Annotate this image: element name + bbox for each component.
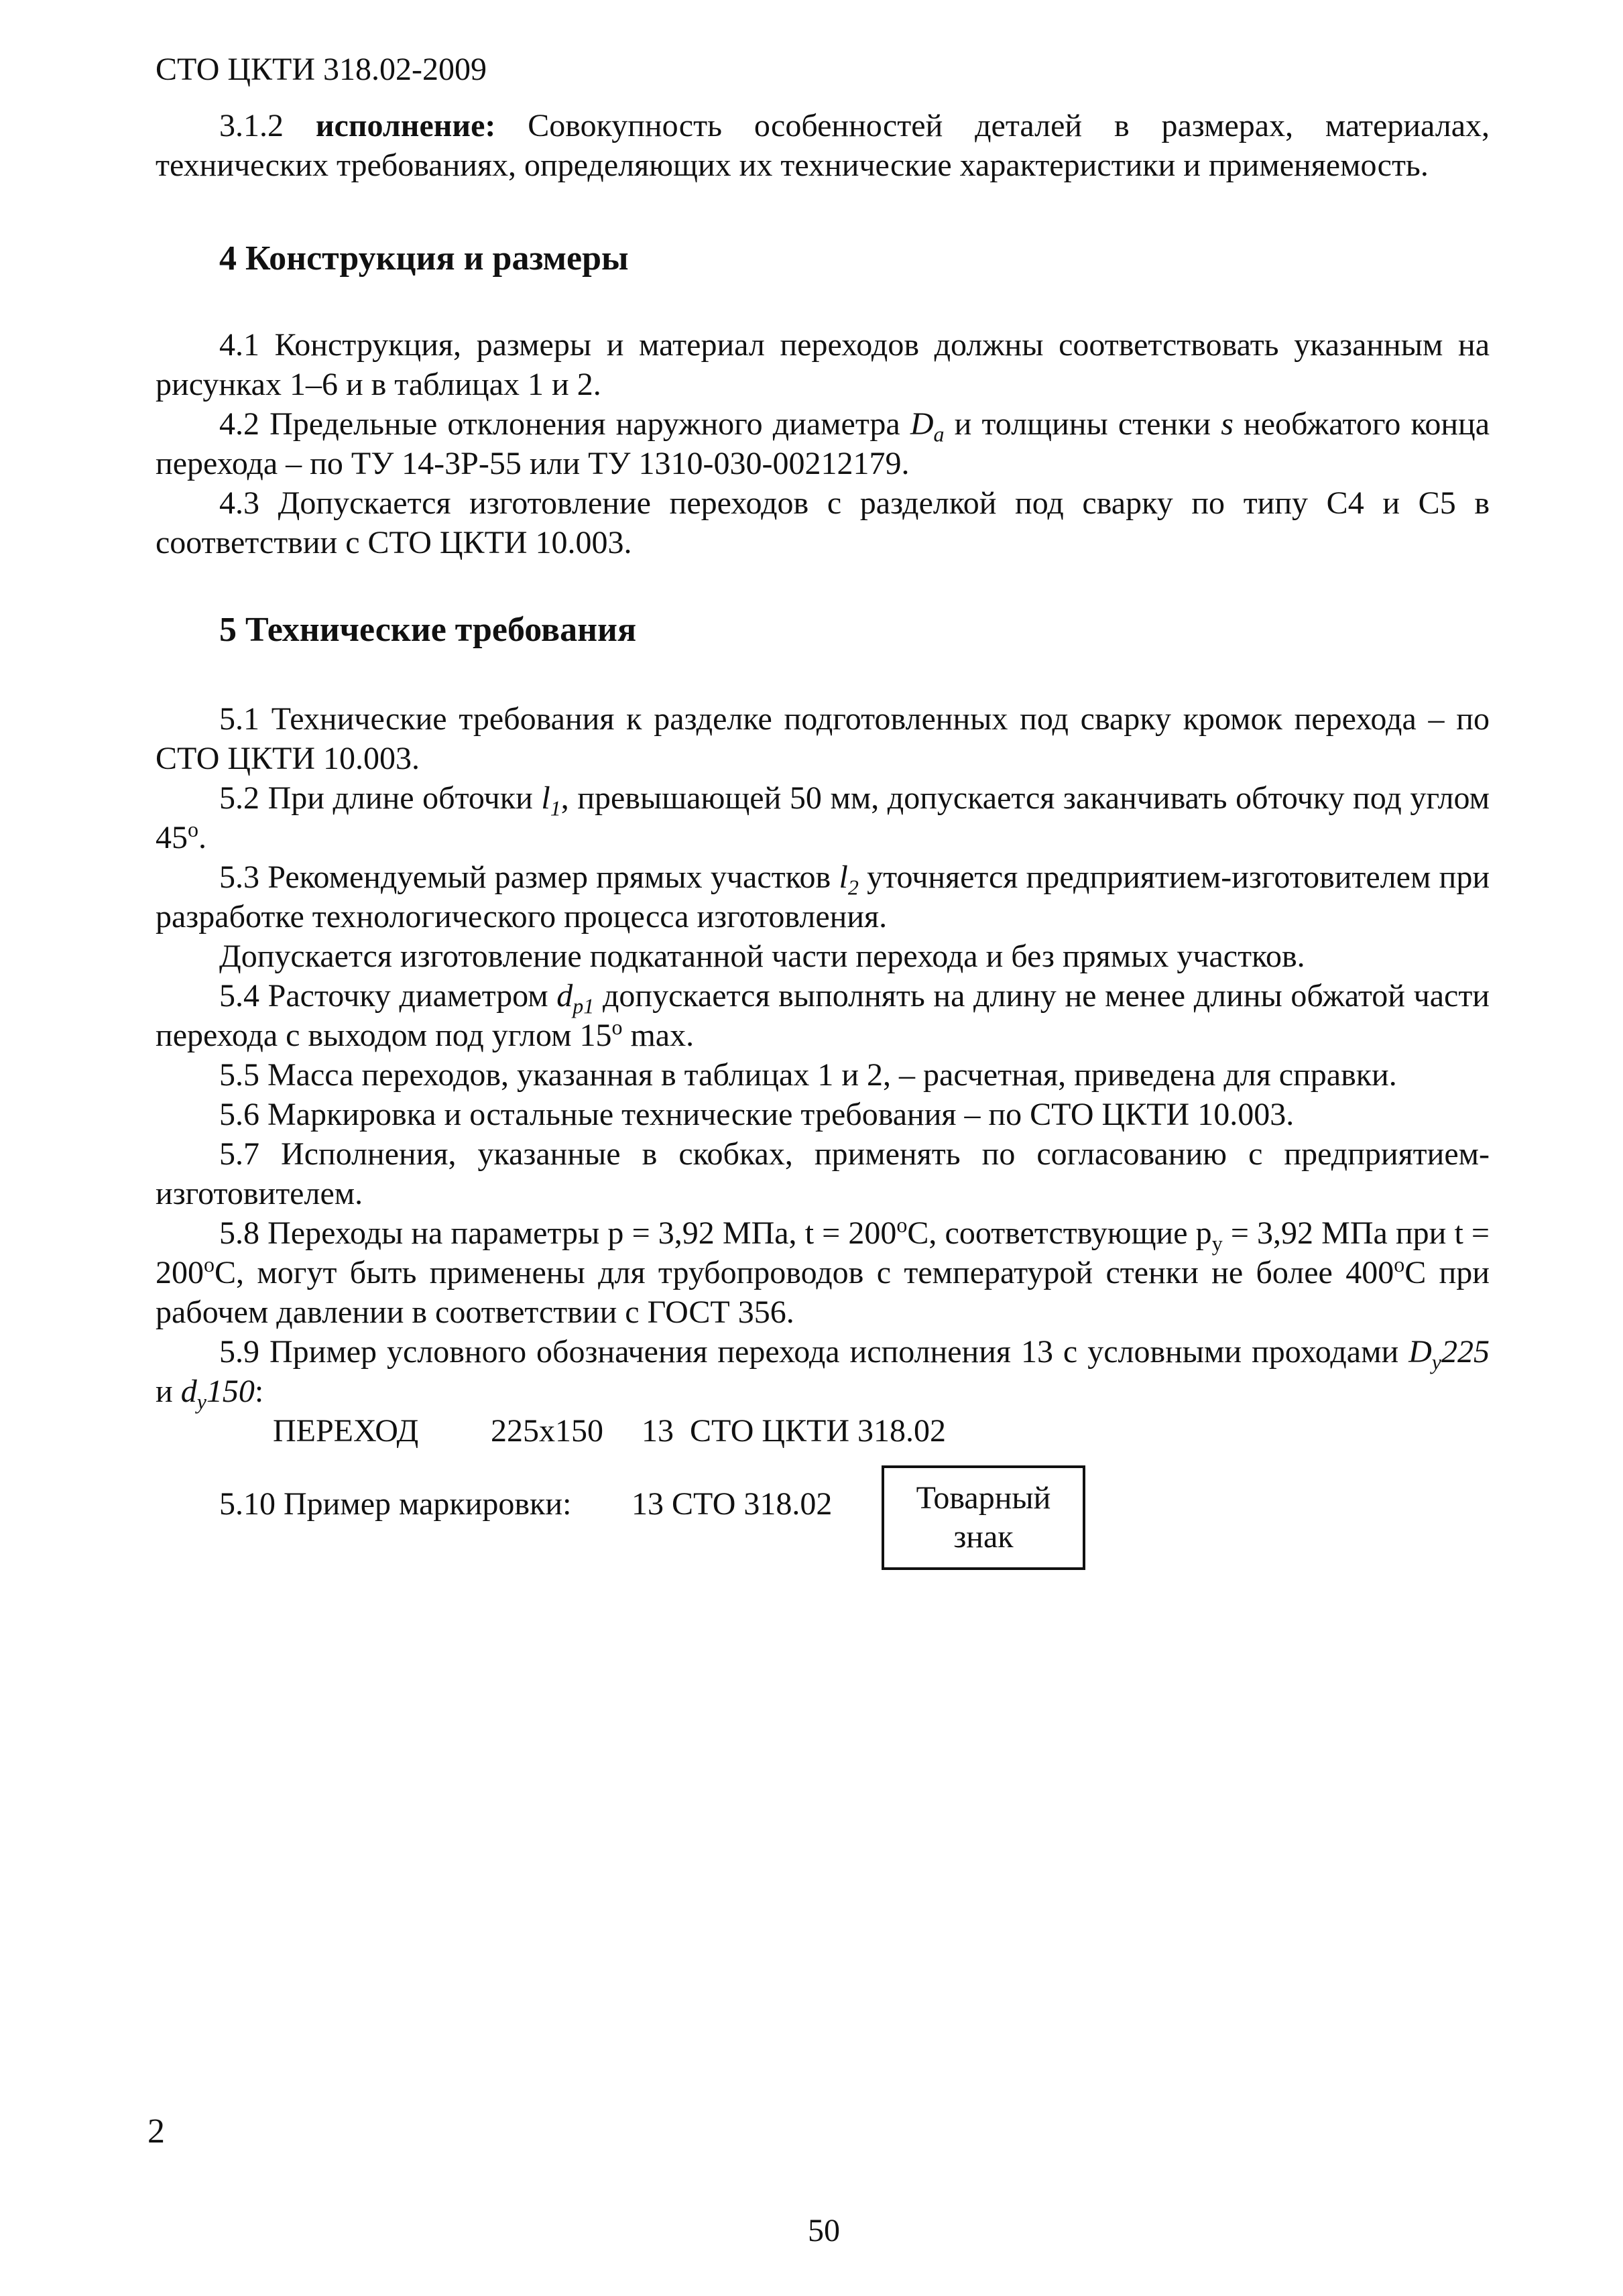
- trademark-line-2: знак: [953, 1519, 1014, 1555]
- paragraph-5-1: 5.1 Технические требования к разделке подготовленных под сварку кромок перехода – по СТО ЦКТИ 10.003.: [156, 701, 1490, 776]
- paragraph-4-3: 4.3 Допускается изготовление переходов с разделкой под сварку по типу С4 и С5 в соответствии с СТО ЦКТИ 10.003.: [156, 485, 1490, 560]
- paragraph-5-7: 5.7 Исполнения, указанные в скобках, применять по согласованию с предприятием-изготовителем.: [156, 1136, 1490, 1211]
- var-dp1: $d_{p1}$: [556, 978, 595, 1018]
- paragraph-5-3-note: Допускается изготовление подкатанной части перехода и без прямых участков.: [219, 939, 1305, 974]
- var-dy150: $d_y150$: [180, 1374, 255, 1414]
- def-text: Совокупность особенностей деталей в размерах, материалах, технических требованиях, определяющих их технические характеристики и применяемость.: [156, 108, 1490, 183]
- paragraph-4-1: 4.1 Конструкция, размеры и материал переходов должны соответствовать указанным на рисунках 1–6 и в таблицах 1 и 2.: [156, 327, 1490, 402]
- paragraph-5-6: 5.6 Маркировка и остальные технические требования – по СТО ЦКТИ 10.003.: [219, 1097, 1295, 1132]
- paragraph-5-9: 5.9 Пример условного обозначения перехода исполнения 13 с условными проходами $D_y225$ и $d_y150$:: [156, 1334, 1490, 1414]
- example-version: 13: [642, 1413, 674, 1449]
- paragraph-5-4: 5.4 Расточку диаметром $d_{p1}$ допускается выполнять на длину не менее длины обжатой части перехода с выходом под углом $15^о$ max.: [156, 978, 1490, 1053]
- paragraph-5-3: 5.3 Рекомендуемый размер прямых участков $l_2$ уточняется предприятием-изготовителем при разработке технологического процесса изготовления.: [156, 859, 1490, 934]
- section-5-heading: 5 Технические требования: [219, 611, 637, 649]
- var-l1: $l_1$: [541, 780, 561, 821]
- definition-3-1-2: [156, 106, 1490, 185]
- def-number: 3.1.2: [219, 108, 316, 143]
- example-word: ПЕРЕХОД: [273, 1413, 419, 1449]
- example-standard: СТО ЦКТИ 318.02: [690, 1413, 947, 1449]
- paragraph-5-8: 5.8 Переходы на параметры p = 3,92 МПа, $t = 200^оС$, соответствующие $p_y = 3,92$ МПа при $t = 200^оС$, могут быть применены для трубопроводов с температурой стенки не более $400^оС$ при рабочем давлении в соответствии с ГОСТ 356.: [156, 1213, 1490, 1330]
- designation-example: [156, 1411, 1490, 1451]
- document-body: [156, 106, 1490, 1573]
- marking-example: [156, 1465, 1490, 1573]
- marking-value: 13 СТО 318.02: [632, 1486, 833, 1522]
- var-d-a: $D_a$: [910, 406, 945, 446]
- trademark-box: [882, 1465, 1085, 1570]
- def-term: исполнение:: [315, 108, 496, 143]
- page-number: 50: [808, 2213, 840, 2248]
- section-4-heading: 4 Конструкция и размеры: [219, 239, 629, 278]
- trademark-line-1: Товарный: [916, 1480, 1051, 1516]
- var-l2: $l_2$: [839, 859, 859, 900]
- var-dy225: $D_y225$: [1408, 1334, 1490, 1374]
- example-size: 225х150: [491, 1413, 603, 1449]
- paragraph-5-2: 5.2 При длине обточки $l_1$, превышающей 50 мм, допускается заканчивать обточку под углом $45^о$.: [156, 780, 1490, 855]
- paragraph-4-2: 4.2 Предельные отклонения наружного диаметра $D_a$ и толщины стенки s необжатого конца перехода – по ТУ 14-3Р-55 или ТУ 1310-030-00212179.: [156, 406, 1490, 481]
- marking-label: 5.10 Пример маркировки:: [219, 1486, 572, 1522]
- var-s: s: [1221, 406, 1234, 442]
- doc-header-code: СТО ЦКТИ 318.02-2009: [156, 52, 487, 87]
- paragraph-5-5: 5.5 Масса переходов, указанная в таблицах 1 и 2, – расчетная, приведена для справки.: [219, 1057, 1397, 1093]
- sheet-number: 2: [147, 2112, 165, 2151]
